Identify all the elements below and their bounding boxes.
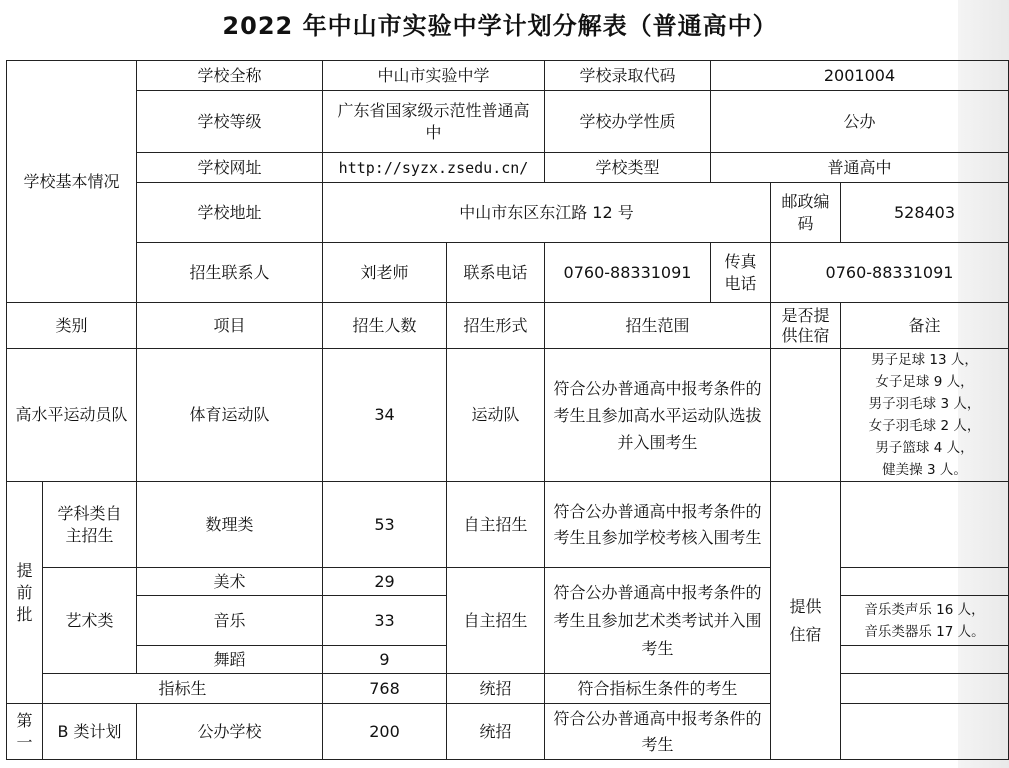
header-item: 项目 [137,303,323,349]
type-value: 普通高中 [711,153,1009,183]
art-item-music: 音乐 [137,596,323,646]
page-title: 2022 年中山市实验中学计划分解表（普通高中） [222,12,778,40]
quota-item: 指标生 [43,674,323,704]
batch1-form: 统招 [447,704,545,760]
header-row [7,303,1009,349]
early-batch-label [7,482,43,704]
phone-value: 0760-88331091 [545,243,711,303]
enrollment-plan-table [6,60,1009,760]
art-remark-music [841,596,1009,646]
nature-value: 公办 [711,91,1009,153]
remark-line: 男子篮球 4 人， [875,440,974,456]
fax-value: 0760-88331091 [771,243,1009,303]
row-batch1 [7,704,1009,760]
art-item-dance: 舞蹈 [137,646,323,674]
postcode-label: 邮政编码 [771,183,841,243]
science-item: 数理类 [137,482,323,568]
nature-label: 学校办学性质 [545,91,711,153]
art-remark-fine [841,568,1009,596]
postcode-value: 528403 [841,183,1009,243]
art-remark-dance [841,646,1009,674]
athletes-dorm [771,349,841,482]
athletes-form: 运动队 [447,349,545,482]
header-scope: 招生范围 [545,303,771,349]
athletes-scope: 符合公办普通高中报考条件的考生且参加高水平运动队选拔并入围考生 [545,349,771,482]
row-quota [7,674,1009,704]
website-value: http://syzx.zsedu.cn/ [323,153,545,183]
remark-line: 健美操 3 人。 [882,462,967,478]
science-scope: 符合公办普通高中报考条件的考生且参加学校考核入围考生 [545,482,771,568]
address-value: 中山市东区东江路 12 号 [323,183,771,243]
code-value: 2001004 [711,61,1009,91]
athletes-item: 体育运动队 [137,349,323,482]
art-group: 艺术类 [43,568,137,674]
row-athletes [7,349,1009,482]
header-count: 招生人数 [323,303,447,349]
quota-form: 统招 [447,674,545,704]
fax-label: 传真电话 [711,243,771,303]
contact-label: 招生联系人 [137,243,323,303]
row-address [7,183,1009,243]
level-value: 广东省国家级示范性普通高中 [323,91,545,153]
row-art-fine [7,568,1009,596]
science-count: 53 [323,482,447,568]
remark-line: 男子羽毛球 3 人， [868,396,981,412]
athletes-category: 高水平运动员队 [7,349,137,482]
batch1-plan: B 类计划 [43,704,137,760]
batch1-scope: 符合公办普通高中报考条件的考生 [545,704,771,760]
art-scope: 符合公办普通高中报考条件的考生且参加艺术类考试并入围考生 [545,568,771,674]
row-full-name [7,61,1009,91]
early-dorm: 提供住宿 [771,482,841,760]
art-count-music: 33 [323,596,447,646]
remark-line: 女子足球 9 人， [875,374,974,390]
code-label: 学校录取代码 [545,61,711,91]
science-remark [841,482,1009,568]
type-label: 学校类型 [545,153,711,183]
header-remark: 备注 [841,303,1009,349]
athletes-remarks [841,349,1009,482]
art-item-fine: 美术 [137,568,323,596]
header-form: 招生形式 [447,303,545,349]
science-group: 学科类自主招生 [43,482,137,568]
quota-count: 768 [323,674,447,704]
art-form: 自主招生 [447,568,545,674]
remark-line: 男子足球 13 人， [871,352,978,368]
address-label: 学校地址 [137,183,323,243]
full-name-value: 中山市实验中学 [323,61,545,91]
row-website [7,153,1009,183]
remark-line: 女子羽毛球 2 人， [868,418,981,434]
row-science [7,482,1009,568]
remark-line: 音乐类声乐 16 人， [864,601,985,618]
full-name-label: 学校全称 [137,61,323,91]
header-dorm: 是否提供住宿 [771,303,841,349]
quota-remark [841,674,1009,704]
batch1-item: 公办学校 [137,704,323,760]
quota-scope: 符合指标生条件的考生 [545,674,771,704]
row-contact [7,243,1009,303]
batch1-remark [841,704,1009,760]
section-basic-info: 学校基本情况 [7,61,137,303]
batch1-label [7,704,43,760]
batch1-count: 200 [323,704,447,760]
science-form: 自主招生 [447,482,545,568]
header-category: 类别 [7,303,137,349]
early-batch-text: 提前批 [16,560,33,624]
art-count-fine: 29 [323,568,447,596]
phone-label: 联系电话 [447,243,545,303]
batch1-text: 第一 [16,710,33,752]
website-label: 学校网址 [137,153,323,183]
athletes-count: 34 [323,349,447,482]
row-level [7,91,1009,153]
remark-line: 音乐类器乐 17 人。 [864,623,985,640]
level-label: 学校等级 [137,91,323,153]
contact-value: 刘老师 [323,243,447,303]
art-count-dance: 9 [323,646,447,674]
